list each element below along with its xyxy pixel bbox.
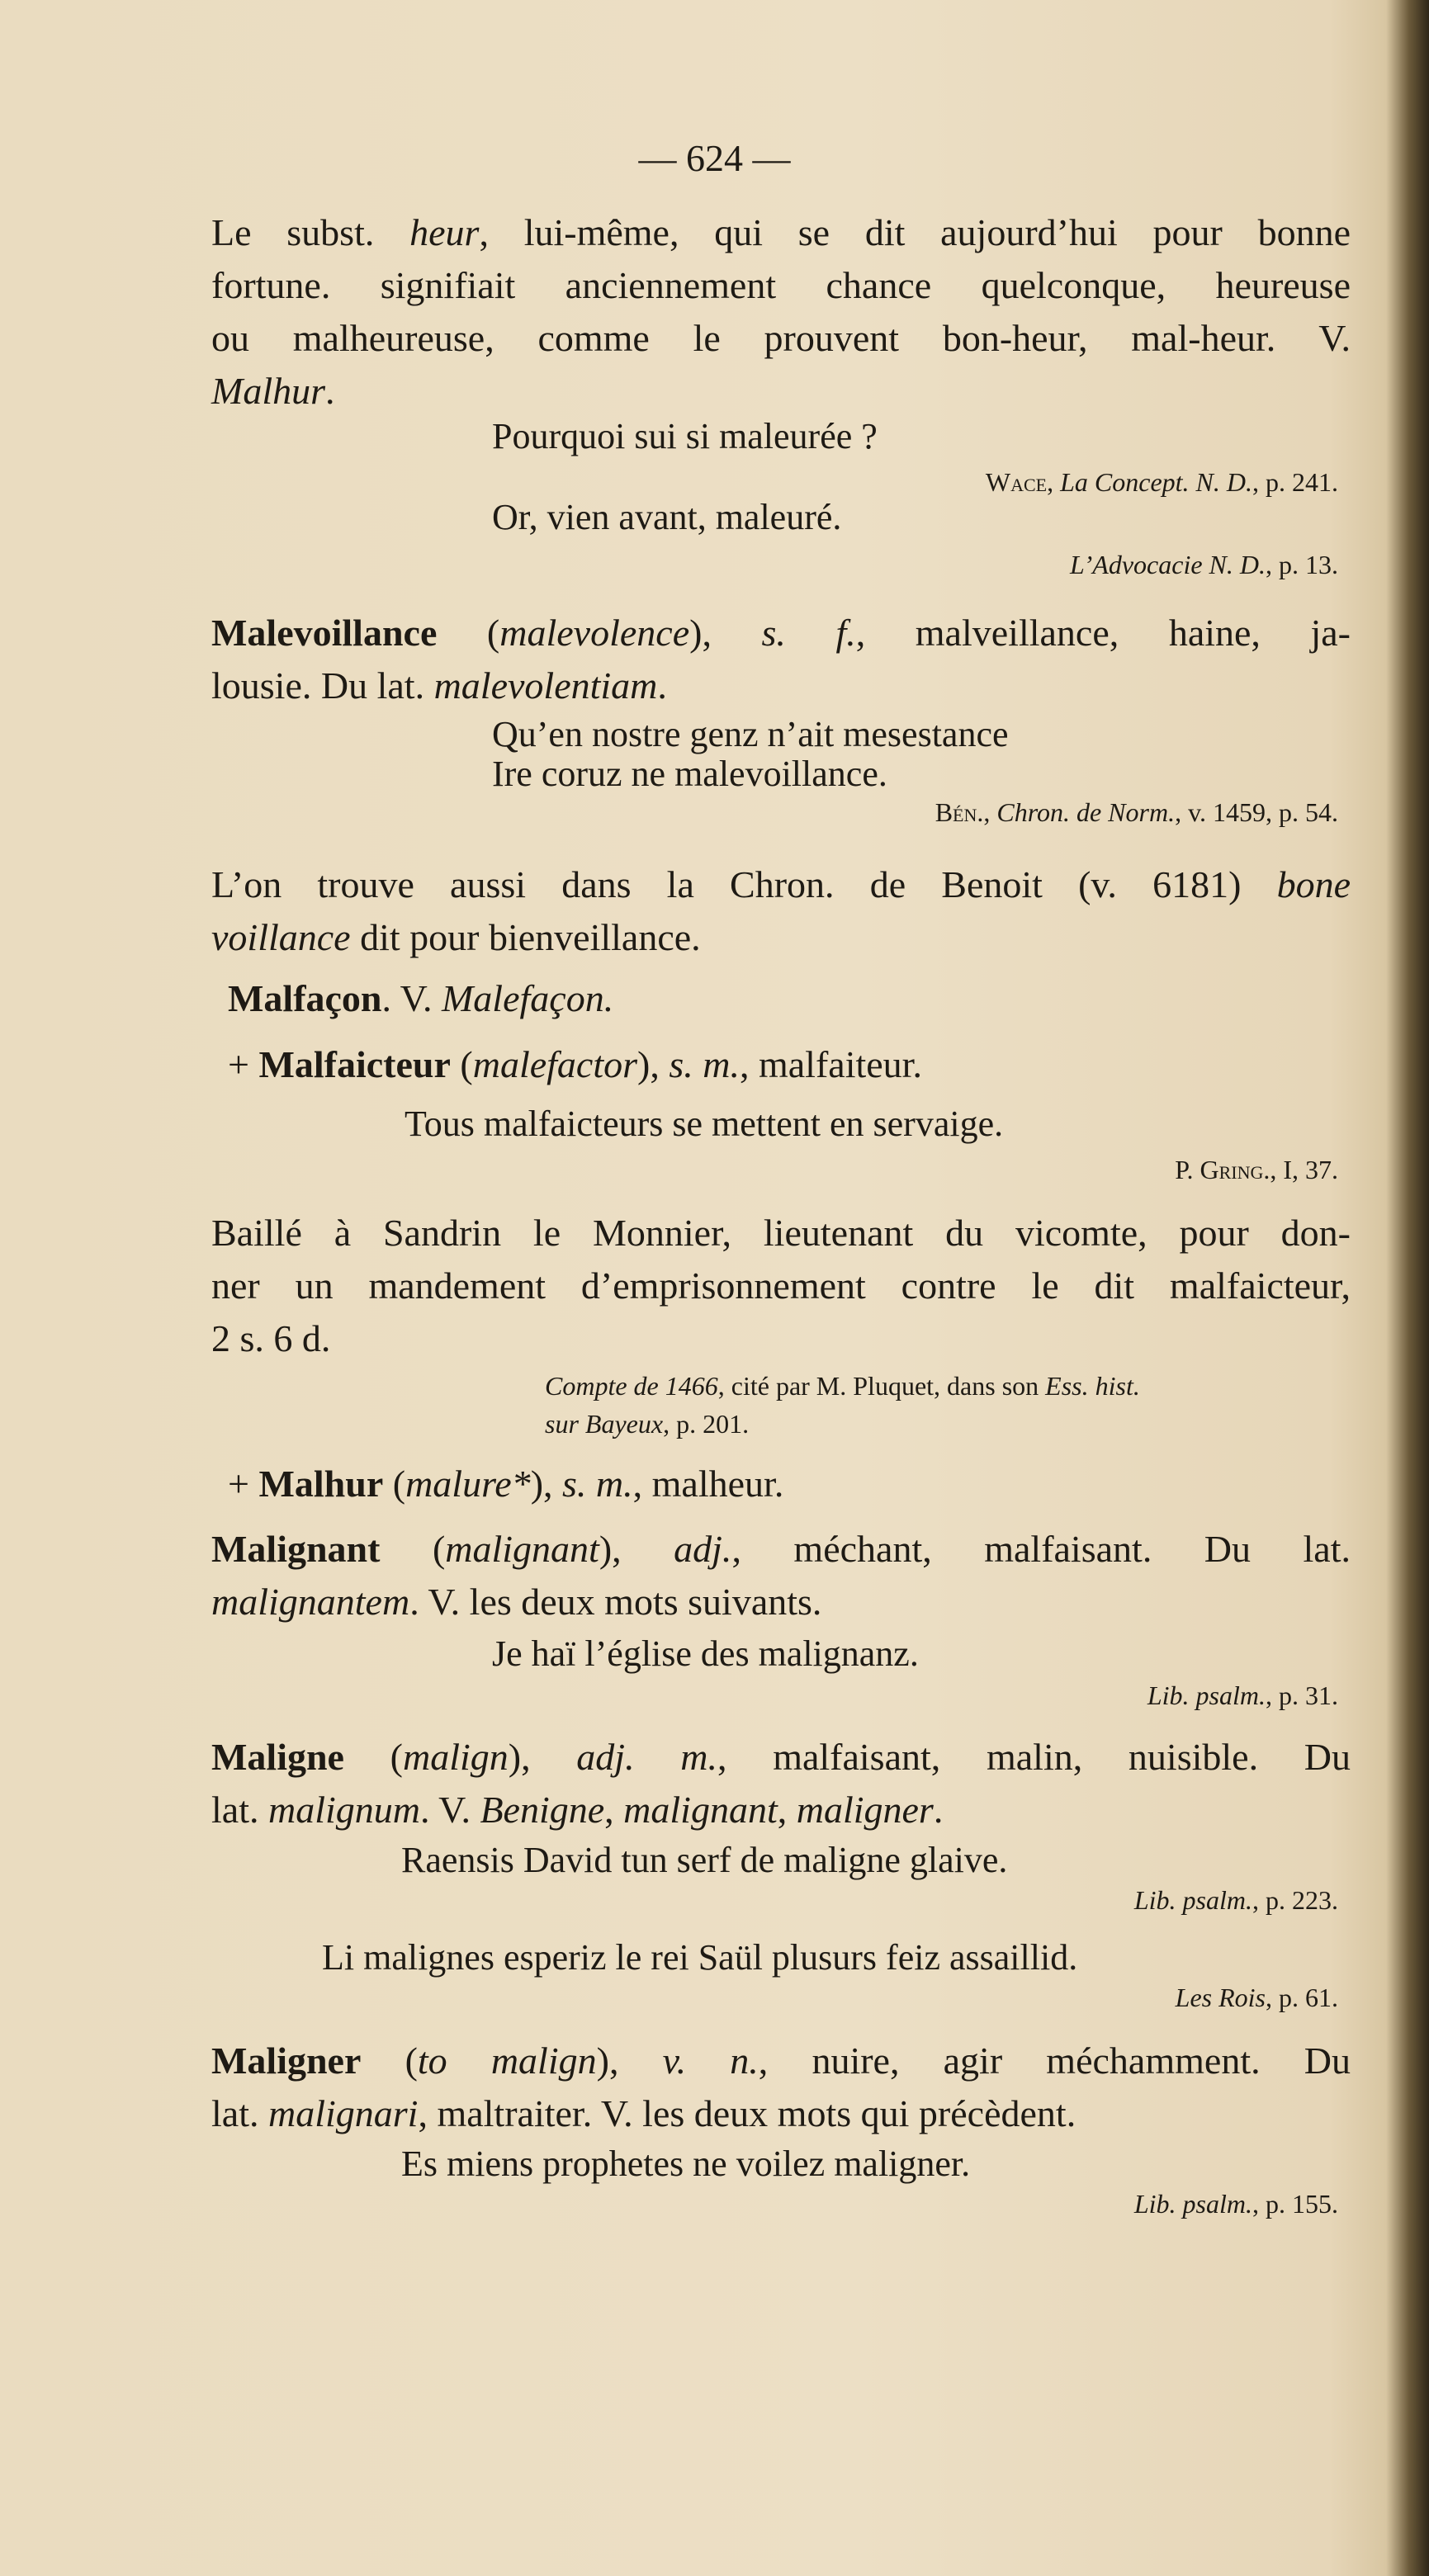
text-line — [211, 911, 1351, 964]
italic-text: s. f. — [761, 612, 856, 654]
text: ), — [508, 1736, 577, 1778]
text-line — [211, 659, 1351, 712]
text: ( — [437, 612, 500, 654]
text: , cité par M. Pluquet, dans son — [717, 1371, 1046, 1401]
citation — [1175, 1151, 1338, 1188]
italic-text: malefactor — [472, 1043, 638, 1085]
text-line — [935, 794, 1338, 830]
text: , — [983, 797, 997, 827]
entry-paragraph — [211, 1731, 1351, 1836]
italic-text: malignant — [445, 1528, 599, 1570]
headword: Malhur — [258, 1463, 384, 1505]
text-line — [492, 498, 841, 537]
text: , lui-même, qui se dit aujourd’hui pour bonne — [479, 211, 1351, 253]
text-line — [0, 136, 1429, 180]
italic-text: v. n. — [662, 2040, 759, 2082]
text-line — [401, 1841, 1007, 1880]
text: , malheur. — [632, 1463, 784, 1505]
italic-text: Chron. de Norm. — [996, 797, 1176, 827]
citation — [986, 464, 1338, 500]
text: Qu’en nostre genz n’ait mesestance — [492, 714, 1009, 754]
text-line — [211, 1784, 1351, 1836]
text-line — [1175, 1151, 1338, 1188]
quotation — [401, 2144, 970, 2184]
italic-text: Malhur — [211, 370, 325, 412]
text: Li malignes esperiz le rei Saül plusurs feiz assaillid. — [322, 1937, 1078, 1978]
quotation — [492, 1634, 919, 1674]
text-line — [211, 607, 1351, 659]
italic-text: Lib. psalm. — [1133, 1885, 1252, 1915]
text: , v. 1459, p. 54. — [1175, 797, 1338, 827]
text: ), — [599, 1528, 674, 1570]
text: , p. 155. — [1252, 2189, 1338, 2219]
citation — [1134, 2186, 1338, 2222]
headword: Malevoillance — [211, 612, 438, 654]
text: + — [228, 1463, 259, 1505]
text: ( — [383, 1463, 406, 1505]
text: lat. — [211, 1789, 268, 1831]
text-line — [1176, 1979, 1338, 2016]
italic-text: s. m. — [562, 1463, 633, 1505]
text-line — [211, 2087, 1351, 2140]
text-line — [211, 2035, 1351, 2087]
text: . V. — [419, 1789, 480, 1831]
headword: Malignant — [211, 1528, 381, 1570]
text-line — [1134, 1882, 1338, 1918]
italic-text: heur — [409, 211, 480, 253]
text: ( — [343, 1736, 403, 1778]
text: ( — [361, 2040, 418, 2082]
citation — [1070, 546, 1338, 583]
text-line — [211, 1576, 1351, 1628]
text: P. — [1175, 1155, 1200, 1184]
text: fortune. signifiait anciennement chance quelconque, heureuse — [211, 264, 1351, 306]
text-line — [228, 1038, 1351, 1091]
text: ), — [530, 1463, 563, 1505]
text-line — [228, 1458, 1351, 1510]
author-name: Gring. — [1200, 1155, 1270, 1184]
text: ou malheureuse, comme le prouvent bon-heur, mal-heur. V. — [211, 317, 1351, 359]
text: , I, 37. — [1270, 1155, 1338, 1184]
text: , p. 241. — [1252, 467, 1338, 497]
citation — [1147, 1677, 1338, 1713]
text: , méchant, malfaisant. Du lat. — [731, 1528, 1351, 1570]
italic-text: malure* — [405, 1463, 531, 1505]
text: , p. 201. — [663, 1409, 750, 1439]
italic-text: malevolence — [499, 612, 690, 654]
text-line — [545, 1405, 1140, 1443]
quotation — [492, 715, 1009, 794]
text: . V. — [381, 977, 442, 1019]
text: dit pour bienveillance. — [350, 916, 701, 958]
text-line — [986, 464, 1338, 500]
entry-paragraph — [211, 206, 1351, 418]
italic-text: Les Rois — [1175, 1983, 1266, 2012]
text-line — [211, 1312, 1351, 1365]
headword: Malfaçon — [228, 977, 382, 1019]
text: . V. les deux mots suivants. — [409, 1581, 822, 1623]
text: , malfaiteur. — [739, 1043, 922, 1085]
text: Baillé à Sandrin le Monnier, lieutenant du vicomte, pour don- — [211, 1212, 1351, 1254]
text: Or, vien avant, maleuré. — [492, 497, 842, 537]
italic-text: malignantem — [211, 1581, 410, 1623]
text-line — [492, 1634, 919, 1674]
text: , — [604, 1789, 624, 1831]
text: Tous malfaicteurs se mettent en servaige. — [405, 1104, 1004, 1144]
text-line — [405, 1104, 1003, 1144]
quotation — [401, 1841, 1007, 1880]
text-line — [1147, 1677, 1338, 1713]
entry-paragraph — [211, 1207, 1351, 1365]
italic-text: malignari — [267, 2092, 419, 2134]
text: . — [657, 664, 667, 707]
entry-paragraph — [211, 2035, 1351, 2140]
text-line — [211, 206, 1351, 259]
text-line — [492, 715, 1009, 754]
quotation — [322, 1938, 1077, 1978]
italic-text: adj. — [674, 1528, 732, 1570]
italic-text: Ess. hist. — [1045, 1371, 1140, 1401]
text: , p. 13. — [1266, 550, 1338, 579]
citation — [545, 1367, 1140, 1443]
text: + — [228, 1043, 259, 1085]
text: , nuire, agir méchamment. Du — [758, 2040, 1351, 2082]
italic-text: bone — [1276, 863, 1351, 905]
citation — [935, 794, 1338, 830]
text: Es miens prophetes ne voilez maligner. — [401, 2144, 971, 2184]
text: , malfaisant, malin, nuisible. Du — [717, 1736, 1351, 1778]
quotation — [405, 1104, 1003, 1144]
italic-text: adj. m. — [576, 1736, 717, 1778]
text: , p. 31. — [1266, 1680, 1338, 1710]
text: . — [933, 1789, 944, 1831]
text-line — [492, 754, 1009, 794]
text-line — [211, 1260, 1351, 1312]
italic-text: Lib. psalm. — [1147, 1680, 1266, 1710]
quotation — [492, 417, 878, 456]
quotation — [492, 498, 841, 537]
entry-paragraph — [228, 1038, 1351, 1091]
text-line — [322, 1938, 1077, 1978]
text: ( — [380, 1528, 446, 1570]
italic-text: malign — [403, 1736, 509, 1778]
text: Je haï l’église des malignanz. — [492, 1633, 919, 1674]
headword: Malfaicteur — [258, 1043, 451, 1085]
text: , malveillance, haine, ja- — [855, 612, 1351, 654]
author-name: Wace — [985, 467, 1048, 497]
entry-paragraph — [211, 1523, 1351, 1628]
citation — [1176, 1979, 1338, 2016]
text-line — [545, 1367, 1140, 1405]
italic-text: maligner — [796, 1789, 934, 1831]
text: — 624 — — [638, 137, 791, 179]
entry-paragraph — [211, 858, 1351, 964]
text: 2 s. 6 d. — [211, 1317, 331, 1359]
headword: Maligner — [211, 2040, 362, 2082]
citation — [1134, 1882, 1338, 1918]
text: Raensis David tun serf de maligne glaive. — [401, 1840, 1008, 1880]
text-line — [211, 365, 1351, 418]
italic-text: Benigne — [480, 1789, 605, 1831]
entry-paragraph — [211, 607, 1351, 712]
text: lat. — [211, 2092, 268, 2134]
italic-text: malignant — [623, 1789, 778, 1831]
text: , — [777, 1789, 797, 1831]
italic-text: malignum — [267, 1789, 420, 1831]
text: L’on trouve aussi dans la Chron. de Benoit (v. 6181) — [211, 863, 1277, 905]
author-name: Bén. — [935, 797, 984, 827]
text: Pourquoi sui si maleurée ? — [492, 416, 878, 456]
italic-text: Lib. psalm. — [1133, 2189, 1252, 2219]
italic-text: s. m. — [669, 1043, 740, 1085]
italic-text: Malefaçon. — [441, 977, 614, 1019]
text: , p. 61. — [1266, 1983, 1338, 2012]
text: lousie. Du lat. — [211, 664, 434, 707]
text-line — [211, 1731, 1351, 1784]
italic-text: Compte de 1466 — [545, 1371, 718, 1401]
text: ner un mandement d’emprisonnement contre le dit malfaicteur, — [211, 1264, 1351, 1307]
text: , — [1047, 467, 1061, 497]
text: , maltraiter. V. les deux mots qui précèdent. — [418, 2092, 1076, 2134]
text: ), — [637, 1043, 670, 1085]
entry-paragraph — [228, 972, 1351, 1025]
text-line — [492, 417, 878, 456]
text: ), — [689, 612, 762, 654]
text: , p. 223. — [1252, 1885, 1338, 1915]
italic-text: La Concept. N. D. — [1060, 467, 1252, 497]
text-line — [228, 972, 1351, 1025]
text-line — [401, 2144, 970, 2184]
text-line — [1134, 2186, 1338, 2222]
text-line — [211, 259, 1351, 312]
text: ( — [450, 1043, 473, 1085]
text-line — [1070, 546, 1338, 583]
text-line — [211, 858, 1351, 911]
text: Ire coruz ne malevoillance. — [492, 754, 887, 794]
page-number — [0, 136, 1429, 180]
italic-text: to malign — [417, 2040, 597, 2082]
italic-text: malevolentiam — [433, 664, 658, 707]
italic-text: sur Bayeux — [545, 1409, 664, 1439]
headword: Maligne — [211, 1736, 344, 1778]
text: . — [325, 370, 335, 412]
italic-text: voillance — [211, 916, 351, 958]
text: Le subst. — [211, 211, 410, 253]
text-line — [211, 1523, 1351, 1576]
entry-paragraph — [228, 1458, 1351, 1510]
text-line — [211, 1207, 1351, 1260]
text-line — [211, 312, 1351, 365]
text: ), — [596, 2040, 663, 2082]
italic-text: L’Advocacie N. D. — [1070, 550, 1266, 579]
